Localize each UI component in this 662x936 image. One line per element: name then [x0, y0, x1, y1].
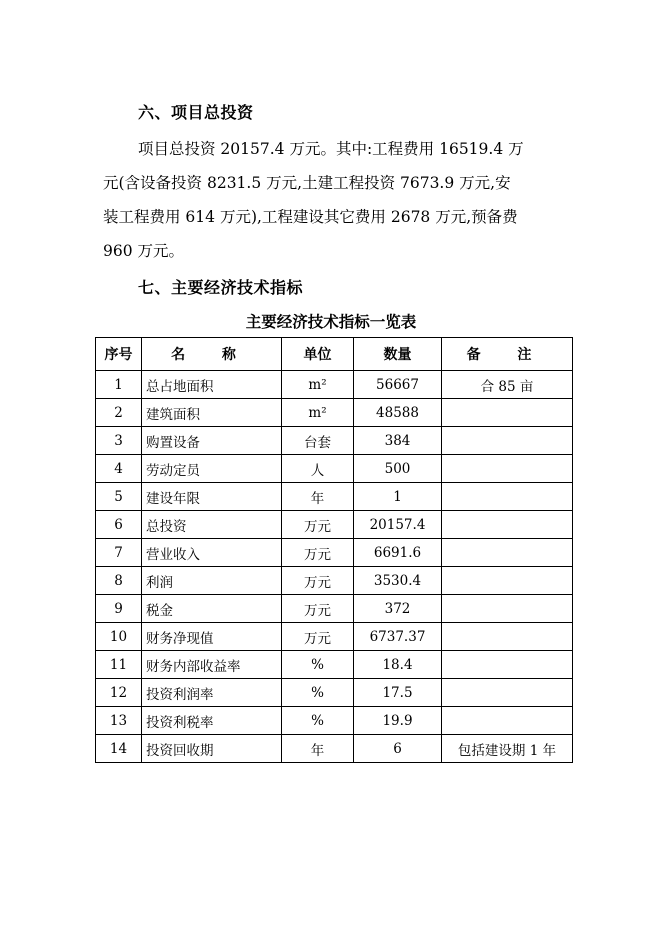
cell-name: 购置设备 — [142, 427, 282, 455]
table-title: 主要经济技术指标一览表 — [245, 313, 417, 331]
cell-note — [442, 567, 573, 595]
cell-unit: 万元 — [282, 567, 354, 595]
cell-name: 总投资 — [142, 511, 282, 539]
cell-unit: 人 — [282, 455, 354, 483]
cell-qty: 384 — [354, 427, 442, 455]
cell-qty: 56667 — [354, 371, 442, 399]
cell-note — [442, 539, 573, 567]
header-no: 序号 — [96, 338, 142, 371]
cell-qty: 1 — [354, 483, 442, 511]
cell-name: 财务内部收益率 — [142, 651, 282, 679]
cell-no: 4 — [96, 455, 142, 483]
cell-note: 合 85 亩 — [442, 371, 573, 399]
table-body — [96, 371, 573, 763]
cell-unit: % — [282, 707, 354, 735]
cell-no: 12 — [96, 679, 142, 707]
table-row — [96, 427, 573, 455]
section-6-heading: 六、项目总投资 — [138, 103, 254, 122]
cell-qty: 6737.37 — [354, 623, 442, 651]
table-row — [96, 679, 573, 707]
cell-name: 投资利税率 — [142, 707, 282, 735]
cell-note — [442, 427, 573, 455]
cell-name: 营业收入 — [142, 539, 282, 567]
cell-qty: 6 — [354, 735, 442, 763]
section-6-line-2: 元(含设备投资 8231.5 万元,土建工程投资 7673.9 万元,安 — [103, 174, 511, 192]
cell-unit: m² — [282, 399, 354, 427]
cell-no: 11 — [96, 651, 142, 679]
cell-qty: 3530.4 — [354, 567, 442, 595]
table-row — [96, 483, 573, 511]
cell-no: 10 — [96, 623, 142, 651]
cell-no: 6 — [96, 511, 142, 539]
table-row — [96, 707, 573, 735]
cell-name: 劳动定员 — [142, 455, 282, 483]
cell-qty: 19.9 — [354, 707, 442, 735]
cell-unit: 台套 — [282, 427, 354, 455]
cell-qty: 17.5 — [354, 679, 442, 707]
cell-name: 税金 — [142, 595, 282, 623]
cell-qty: 6691.6 — [354, 539, 442, 567]
cell-qty: 20157.4 — [354, 511, 442, 539]
cell-note — [442, 651, 573, 679]
header-name: 名 称 — [142, 338, 282, 371]
cell-unit: 年 — [282, 735, 354, 763]
table-row — [96, 567, 573, 595]
cell-unit: 万元 — [282, 595, 354, 623]
cell-note — [442, 483, 573, 511]
section-6-line-4: 960 万元。 — [103, 242, 185, 260]
cell-unit: m² — [282, 371, 354, 399]
cell-unit: % — [282, 651, 354, 679]
section-7-heading: 七、主要经济技术指标 — [138, 278, 304, 297]
table-header-row — [96, 338, 573, 371]
header-qty: 数量 — [354, 338, 442, 371]
cell-note — [442, 455, 573, 483]
header-note: 备 注 — [442, 338, 573, 371]
table-row — [96, 623, 573, 651]
cell-note — [442, 679, 573, 707]
indicators-table — [95, 337, 573, 763]
table-row — [96, 595, 573, 623]
cell-name: 建筑面积 — [142, 399, 282, 427]
cell-no: 3 — [96, 427, 142, 455]
cell-qty: 48588 — [354, 399, 442, 427]
cell-qty: 18.4 — [354, 651, 442, 679]
cell-qty: 500 — [354, 455, 442, 483]
cell-note — [442, 399, 573, 427]
cell-no: 2 — [96, 399, 142, 427]
table-row — [96, 651, 573, 679]
cell-no: 5 — [96, 483, 142, 511]
cell-no: 13 — [96, 707, 142, 735]
cell-note: 包括建设期 1 年 — [442, 735, 573, 763]
cell-name: 投资利润率 — [142, 679, 282, 707]
cell-no: 9 — [96, 595, 142, 623]
table-row — [96, 399, 573, 427]
cell-unit: 年 — [282, 483, 354, 511]
table-row — [96, 539, 573, 567]
cell-unit: % — [282, 679, 354, 707]
section-6-line-3: 装工程费用 614 万元),工程建设其它费用 2678 万元,预备费 — [103, 208, 518, 226]
cell-name: 总占地面积 — [142, 371, 282, 399]
cell-note — [442, 623, 573, 651]
cell-no: 7 — [96, 539, 142, 567]
cell-unit: 万元 — [282, 511, 354, 539]
cell-name: 投资回收期 — [142, 735, 282, 763]
section-6-line-1: 项目总投资 20157.4 万元。其中:工程费用 16519.4 万 — [138, 140, 524, 158]
cell-qty: 372 — [354, 595, 442, 623]
cell-no: 14 — [96, 735, 142, 763]
cell-note — [442, 707, 573, 735]
table-row — [96, 455, 573, 483]
table-row — [96, 371, 573, 399]
cell-no: 8 — [96, 567, 142, 595]
cell-name: 建设年限 — [142, 483, 282, 511]
table-row — [96, 735, 573, 763]
cell-name: 利润 — [142, 567, 282, 595]
cell-unit: 万元 — [282, 623, 354, 651]
cell-note — [442, 595, 573, 623]
cell-no: 1 — [96, 371, 142, 399]
cell-unit: 万元 — [282, 539, 354, 567]
cell-name: 财务净现值 — [142, 623, 282, 651]
cell-note — [442, 511, 573, 539]
table-row — [96, 511, 573, 539]
header-unit: 单位 — [282, 338, 354, 371]
